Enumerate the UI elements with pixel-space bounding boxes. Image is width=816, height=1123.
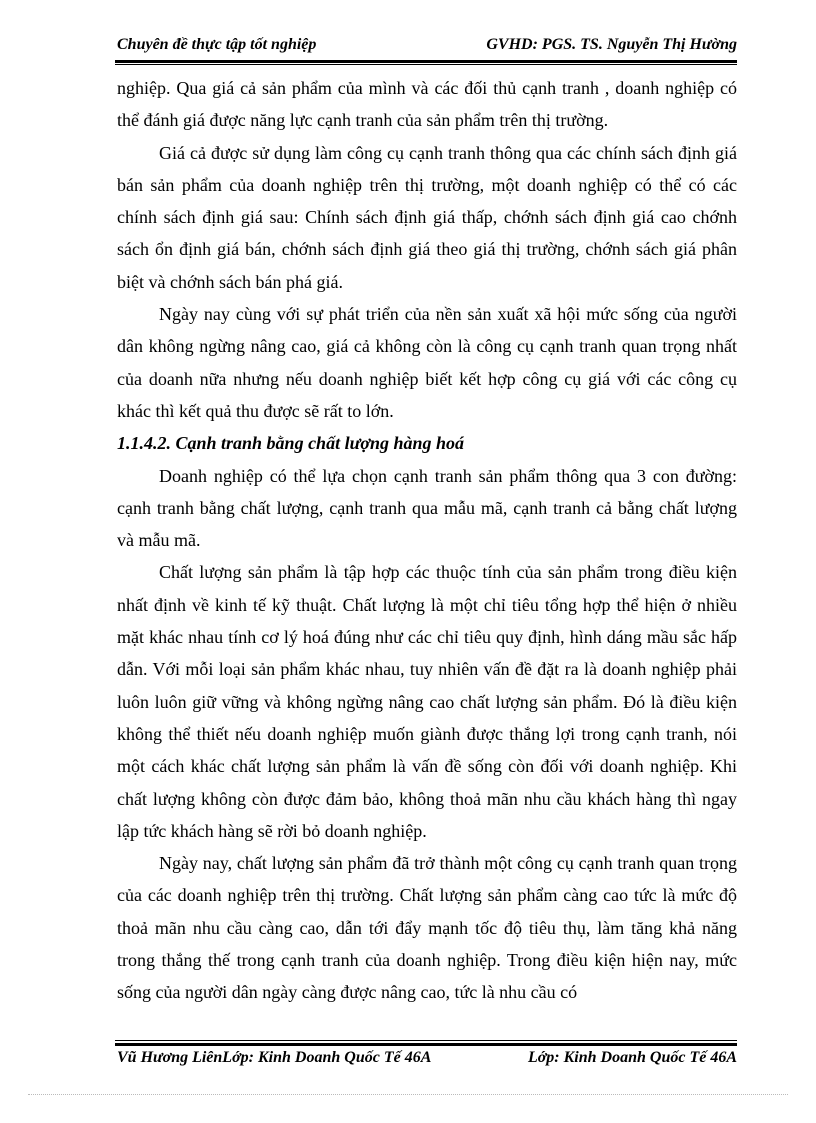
paragraph-6: Ngày nay, chất lượng sản phẩm đã trở thành một công cụ cạnh tranh quan trọng của các doanh nghiệp trên thị trường. Chất lượng sản phẩm càng cao tức là mức độ thoả mãn nhu cầu càng cao, dẫn tới đẩy mạnh tốc độ tiêu thụ, làm tăng khả năng trong thắng thế trong cạnh tranh của doanh nghiệp. Trong điều kiện hiện nay, mức sống của người dân ngày càng được nâng cao, tức là nhu cầu có xyxy=(117,853,737,1003)
header-rule-thick xyxy=(115,60,737,63)
page-edge-divider xyxy=(28,1094,788,1095)
footer-rule-thin xyxy=(115,1040,737,1041)
footer-author: Vũ Hương LiênLớp: Kinh Doanh Quốc Tế 46A xyxy=(117,1049,432,1066)
header-report-title: Chuyên đề thực tập tốt nghiệp xyxy=(117,36,317,53)
paragraph-4: Doanh nghiệp có thể lựa chọn cạnh tranh sản phẩm thông qua 3 con đường: cạnh tranh bằng chất lượng, cạnh tranh qua mẫu mã, cạnh tranh cả bằng chất lượng và mẫu mã. xyxy=(117,465,737,551)
footer-rule-thick xyxy=(115,1043,737,1046)
footer-class: Lớp: Kinh Doanh Quốc Tế 46A xyxy=(527,1049,737,1066)
page-header xyxy=(117,36,737,58)
page-body xyxy=(117,72,737,1009)
header-rule-thin xyxy=(115,64,737,65)
paragraph-1: nghiệp. Qua giá cả sản phẩm của mình và các đối thủ cạnh tranh , doanh nghiệp có thể đánh giá được năng lực cạnh tranh của sản phẩm trên thị trường. xyxy=(117,78,737,131)
header-supervisor: GVHD: PGS. TS. Nguyễn Thị Hường xyxy=(486,36,737,53)
paragraph-3: Ngày nay cùng với sự phát triển của nền sản xuất xã hội mức sống của người dân không ngừng nâng cao, giá cả không còn là công cụ cạnh tranh quan trọng nhất của doanh nữa nhưng nếu doanh nghiệp biết kết hợp công cụ giá với các công cụ khác thì kết quả thu được sẽ rất to lớn. xyxy=(117,304,737,421)
section-heading: 1.1.4.2. Cạnh tranh bằng chất lượng hàng hoá xyxy=(117,433,465,454)
paragraph-5: Chất lượng sản phẩm là tập hợp các thuộc tính của sản phẩm trong điều kiện nhất định về kinh tế kỹ thuật. Chất lượng là một chỉ tiêu tổng hợp thể hiện ở nhiều mặt khác nhau tính cơ lý hoá đúng như các chỉ tiêu quy định, hình dáng mầu sắc hấp dẫn. Với mỗi loại sản phẩm khác nhau, tuy nhiên vấn đề đặt ra là doanh nghiệp phải luôn luôn giữ vững và không ngừng nâng cao chất lượng sản phẩm. Đó là điều kiện không thể thiết nếu doanh nghiệp muốn giành được thắng lợi trong cạnh tranh, nói một cách khác chất lượng sản phẩm là vấn đề sống còn đối với doanh nghiệp. Khi chất lượng không còn được đảm bảo, không thoả mãn nhu cầu khách hàng thì ngay lập tức khách hàng sẽ rời bỏ doanh nghiệp. xyxy=(117,562,737,841)
page-footer xyxy=(117,1049,737,1071)
paragraph-2: Giá cả được sử dụng làm công cụ cạnh tranh thông qua các chính sách định giá bán sản phẩm của doanh nghiệp trên thị trường, một doanh nghiệp có thể có các chính sách định giá sau: Chính sách định giá thấp, chớnh sách định giá cao chớnh sách ổn định giá bán, chớnh sách định giá theo giá thị trường, chớnh sách giá phân biệt và chớnh sách bán phá giá. xyxy=(117,142,737,292)
